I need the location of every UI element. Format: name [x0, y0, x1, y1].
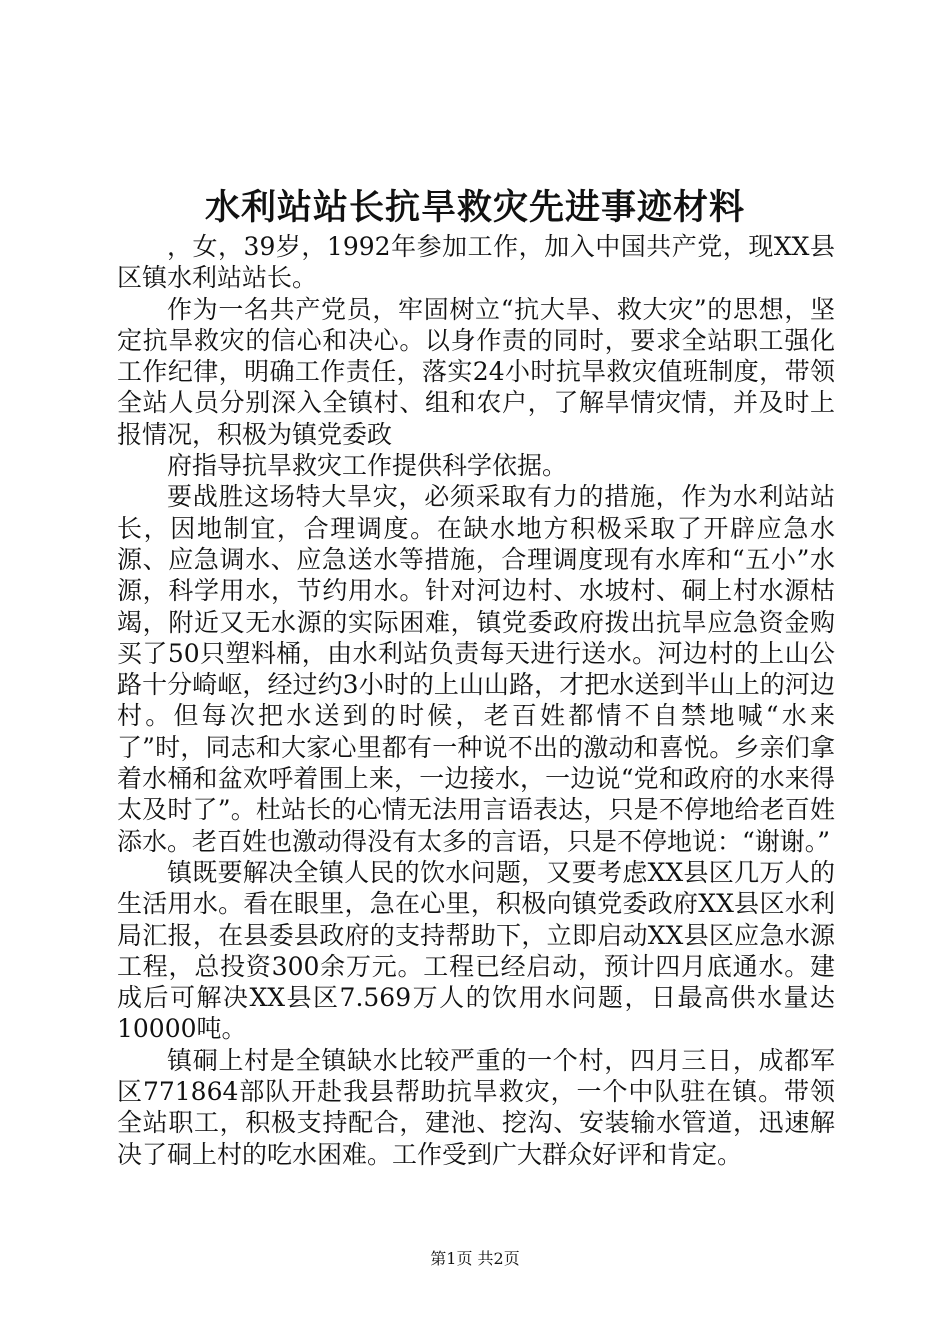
- document-body: [117, 231, 835, 1170]
- page-footer: 第1页 共2页: [430, 1249, 520, 1268]
- paragraph: 镇硐上村是全镇缺水比较严重的一个村，四月三日，成都军区771864部队开赴我县帮助抗旱救灾，一个中队驻在镇。带领全站职工，积极支持配合，建池、挖沟、安装输水管道，迅速解决了硐上村的吃水困难。工作受到广大群众好评和肯定。: [117, 1045, 835, 1169]
- paragraph: 府指导抗旱救灾工作提供科学依据。: [167, 451, 568, 481]
- paragraph: ，女，39岁，1992年参加工作，加入中国共产党，现XX县区镇水利站站长。: [117, 232, 835, 293]
- document-title: 水利站站长抗旱救灾先进事迹材料: [204, 187, 745, 228]
- paragraph: 作为一名共产党员，牢固树立“抗大旱、救大灾”的思想，坚定抗旱救灾的信心和决心。以身作责的同时，要求全站职工强化工作纪律，明确工作责任，落实24小时抗旱救灾值班制度，带领全站人员分别深入全镇村、组和农户，了解旱情灾情，并及时上报情况，积极为镇党委政: [117, 294, 835, 449]
- paragraph: 镇既要解决全镇人民的饮水问题，又要考虑XX县区几万人的生活用水。看在眼里，急在心里，积极向镇党委政府XX县区水利局汇报，在县委县政府的支持帮助下，立即启动XX县区应急水源工程，总投资300余万元。工程已经启动，预计四月底通水。建成后可解决XX县区7.569万人的饮用水问题，日最高供水量达10000吨。: [117, 857, 835, 1044]
- paragraph: 要战胜这场特大旱灾，必须采取有力的措施，作为水利站站长，因地制宜，合理调度。在缺水地方积极采取了开辟应急水源、应急调水、应急送水等措施，合理调度现有水库和“五小”水源，科学用水，节约用水。针对河边村、水坡村、硐上村水源枯竭，附近又无水源的实际困难，镇党委政府拨出抗旱应急资金购买了50只塑料桶，由水利站负责每天进行送水。河边村的上山公路十分崎岖，经过约3小时的上山山路，才把水送到半山上的河边村。但每次把水送到的时候，老百姓都情不自禁地喊“水来了”时，同志和大家心里都有一种说不出的激动和喜悦。乡亲们拿着水桶和盆欢呼着围上来，一边接水，一边说“党和政府的水来得太及时了”。杜站长的心情无法用言语表达，只是不停地给老百姓添水。老百姓也激动得没有太多的言语，只是不停地说：“谢谢。”: [117, 482, 835, 856]
